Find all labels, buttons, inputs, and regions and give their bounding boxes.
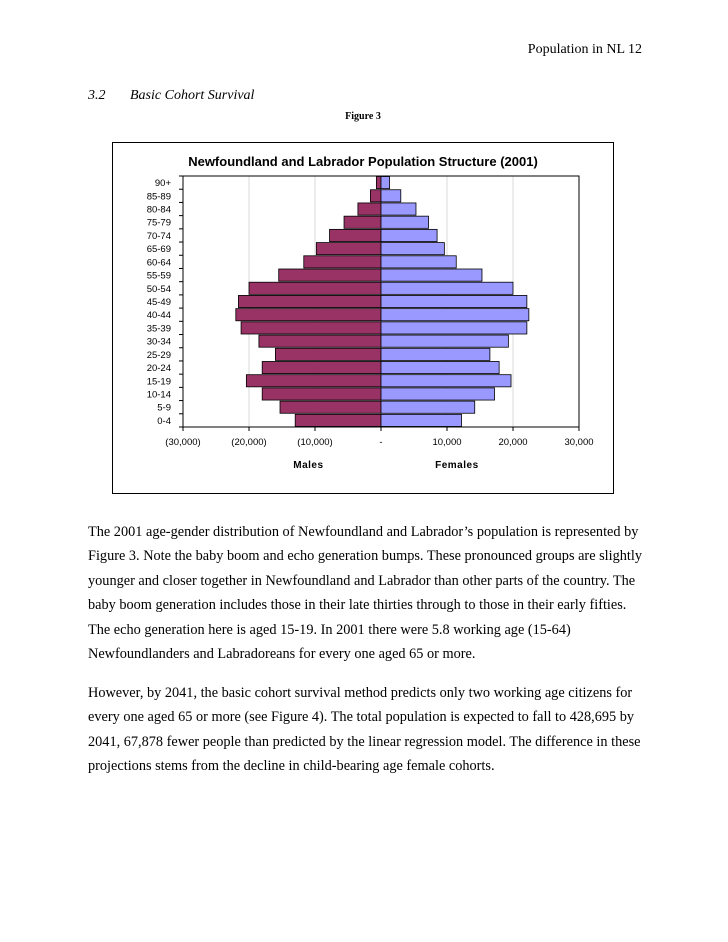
male-bar-80-84 bbox=[358, 203, 381, 215]
y-tick-label: 30-34 bbox=[146, 336, 171, 348]
y-tick-label: 65-69 bbox=[146, 244, 171, 256]
population-pyramid-chart bbox=[113, 143, 613, 493]
male-bar-35-39 bbox=[241, 322, 381, 334]
y-tick-label: 60-64 bbox=[146, 257, 171, 269]
male-bar-0-4 bbox=[295, 414, 381, 426]
male-bar-60-64 bbox=[304, 256, 381, 268]
male-bar-65-69 bbox=[316, 243, 381, 255]
female-bar-80-84 bbox=[381, 203, 416, 215]
y-tick-label: 10-14 bbox=[146, 389, 171, 401]
x-tick-label: 10,000 bbox=[432, 437, 462, 448]
female-bar-10-14 bbox=[381, 388, 495, 400]
female-bar-85-89 bbox=[381, 190, 401, 202]
male-bar-40-44 bbox=[236, 309, 381, 321]
female-bar-60-64 bbox=[381, 256, 456, 268]
male-bar-45-49 bbox=[238, 295, 381, 307]
female-bar-5-9 bbox=[381, 401, 475, 413]
male-bar-15-19 bbox=[246, 375, 381, 387]
y-tick-label: 0-4 bbox=[157, 415, 171, 427]
chart-frame bbox=[112, 142, 614, 494]
y-tick-label: 50-54 bbox=[146, 283, 171, 295]
x-tick-label: 20,000 bbox=[498, 437, 528, 448]
x-tick-label: (30,000) bbox=[165, 437, 201, 448]
female-bar-45-49 bbox=[381, 295, 527, 307]
paragraph-1: The 2001 age-gender distribution of Newfoundland and Labrador’s population is represented by Figure 3. Note the baby boom and echo generation bumps. These pronounced groups are slightly younger and closer together in Newfoundland and Labrador than other parts of the country. The baby boom generation includes those in their late thirties through to those in their early fifties. The echo generation here is aged 15-19. In 2001 there were 5.8 working age (15-64) Newfoundlanders and Labradoreans for every one aged 65 or more. bbox=[88, 524, 643, 663]
female-bar-25-29 bbox=[381, 348, 490, 360]
female-bar-55-59 bbox=[381, 269, 482, 281]
male-bar-20-24 bbox=[262, 361, 381, 373]
female-bar-40-44 bbox=[381, 309, 529, 321]
females-axis-label: Females bbox=[435, 460, 479, 471]
x-tick-label: (20,000) bbox=[231, 437, 267, 448]
female-bar-70-74 bbox=[381, 229, 437, 241]
y-tick-label: 75-79 bbox=[146, 217, 171, 229]
males-axis-label: Males bbox=[293, 460, 324, 471]
y-tick-label: 35-39 bbox=[146, 323, 171, 335]
male-bar-25-29 bbox=[275, 348, 381, 360]
y-tick-label: 5-9 bbox=[157, 402, 171, 414]
male-bar-90+ bbox=[376, 177, 381, 189]
female-bar-35-39 bbox=[381, 322, 527, 334]
y-tick-label: 40-44 bbox=[146, 310, 171, 322]
male-bar-75-79 bbox=[344, 216, 381, 228]
female-bar-30-34 bbox=[381, 335, 508, 347]
x-tick-label: (10,000) bbox=[297, 437, 333, 448]
male-bar-30-34 bbox=[259, 335, 381, 347]
section-number: 3.2 bbox=[88, 88, 106, 103]
y-tick-label: 20-24 bbox=[146, 363, 171, 375]
female-bar-50-54 bbox=[381, 282, 513, 294]
figure-label: Figure 3 bbox=[345, 111, 381, 122]
male-bar-10-14 bbox=[262, 388, 381, 400]
male-bar-70-74 bbox=[330, 229, 381, 241]
female-bar-90+ bbox=[381, 177, 390, 189]
female-bar-75-79 bbox=[381, 216, 429, 228]
female-bar-0-4 bbox=[381, 414, 462, 426]
male-bar-5-9 bbox=[280, 401, 381, 413]
y-tick-label: 90+ bbox=[154, 178, 171, 190]
y-tick-label: 85-89 bbox=[146, 191, 171, 203]
female-bar-15-19 bbox=[381, 375, 511, 387]
paragraph-2: However, by 2041, the basic cohort survival method predicts only two working age citizens for every one aged 65 or more (see Figure 4). The total population is expected to fall to 428,695 by 2041, 67,878 fewer people than predicted by the linear regression model. The difference in these projections stems from the decline in child-bearing age female cohorts. bbox=[88, 685, 641, 775]
male-bar-55-59 bbox=[279, 269, 381, 281]
female-bar-20-24 bbox=[381, 361, 499, 373]
y-tick-label: 25-29 bbox=[146, 349, 171, 361]
running-header: Population in NL 12 bbox=[527, 42, 642, 57]
y-tick-label: 80-84 bbox=[146, 204, 171, 216]
x-tick-label: - bbox=[379, 437, 383, 448]
chart-title: Newfoundland and Labrador Population Structure (2001) bbox=[188, 154, 538, 169]
y-tick-label: 55-59 bbox=[146, 270, 171, 282]
y-tick-label: 45-49 bbox=[146, 297, 171, 308]
male-bar-85-89 bbox=[370, 190, 381, 202]
x-tick-label: 30,000 bbox=[564, 437, 594, 448]
male-bar-50-54 bbox=[249, 282, 381, 294]
section-title: Basic Cohort Survival bbox=[130, 88, 255, 103]
y-tick-label: 70-74 bbox=[146, 230, 171, 242]
y-tick-label: 15-19 bbox=[146, 376, 171, 388]
female-bar-65-69 bbox=[381, 243, 444, 255]
section-heading bbox=[88, 88, 254, 104]
